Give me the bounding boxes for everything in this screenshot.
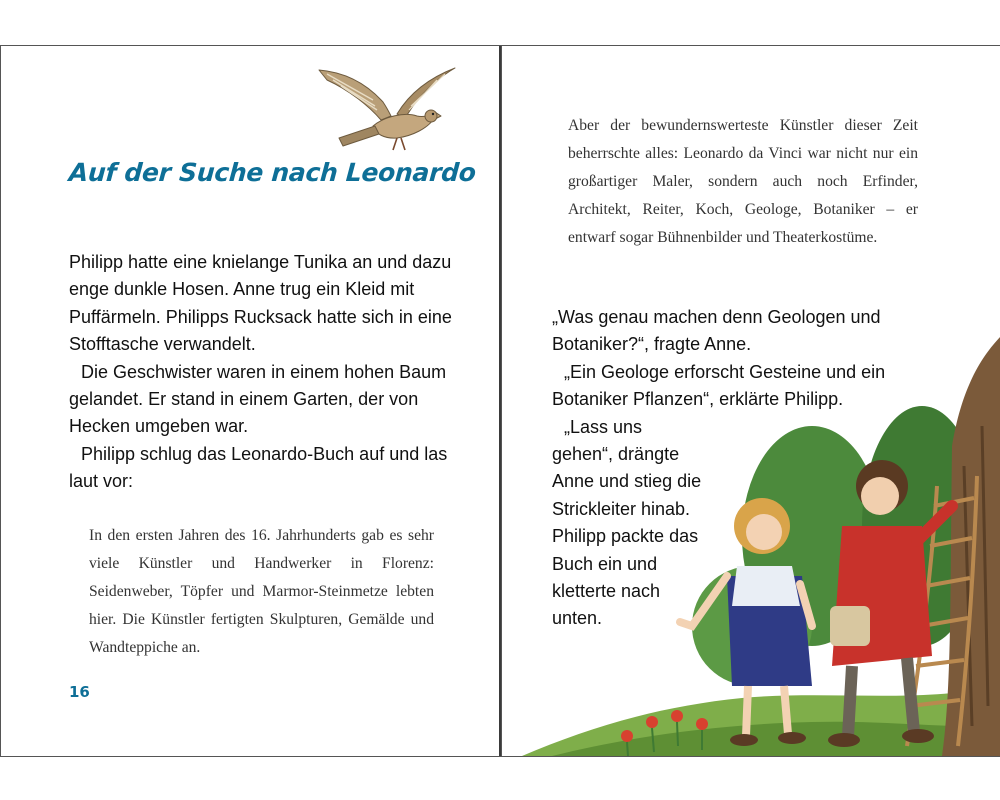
story-paragraph: „Ein Geologe erforscht Gesteine und ein Botaniker Pflanzen“, erklärte Philipp. [552, 361, 886, 410]
info-text-right: Aber der bewundernswerteste Künstler dieser Zeit beherrschte alles: Leonardo da Vinci war nicht nur ein großartiger Maler, sondern auch noch Erfinder, Architekt, Reiter, Koch, Geologe, Botaniker – er entwarf sogar Bühnenbilder und Theaterkostüme. [568, 117, 918, 246]
story-paragraph: Die Geschwister waren in einem hohen Baum gelandet. Er stand in einem Garten, der von Hecken umgeben war. [69, 361, 447, 437]
info-text-left: In den ersten Jahren des 16. Jahrhunderts gab es sehr viele Künstler und Handwerker in Florenz: Seidenweber, Töpfer und Marmor-Steinmetze lebten hier. Die Künstler fertigten Skulpturen, Gemälde und Wandteppiche an. [89, 527, 434, 656]
story-paragraph: „Lass uns gehen“, drängte Anne und stieg die Strickleiter hinab. Philipp packte das Buch ein und kletterte nach unten. [552, 416, 702, 629]
story-text-right [552, 304, 912, 633]
chapter-title: Auf der Suche nach Leonardo [67, 158, 477, 187]
story-text-left [69, 249, 454, 496]
story-paragraph: „Was genau machen denn Geologen und Botaniker?“, fragte Anne. [552, 307, 881, 355]
story-paragraph: Philipp hatte eine knielange Tunika an und dazu enge dunkle Hosen. Anne trug ein Kleid mit Puffärmeln. Philipps Rucksack hatte sich in eine Stofftasche verwandelt. [69, 252, 452, 355]
bird-illustration [313, 62, 463, 154]
page-number: 16 [69, 683, 90, 701]
right-page [501, 46, 1000, 756]
story-paragraph: Philipp schlug das Leonardo-Buch auf und las laut vor: [69, 443, 448, 492]
left-page [0, 46, 501, 756]
book-spread [0, 45, 1000, 757]
